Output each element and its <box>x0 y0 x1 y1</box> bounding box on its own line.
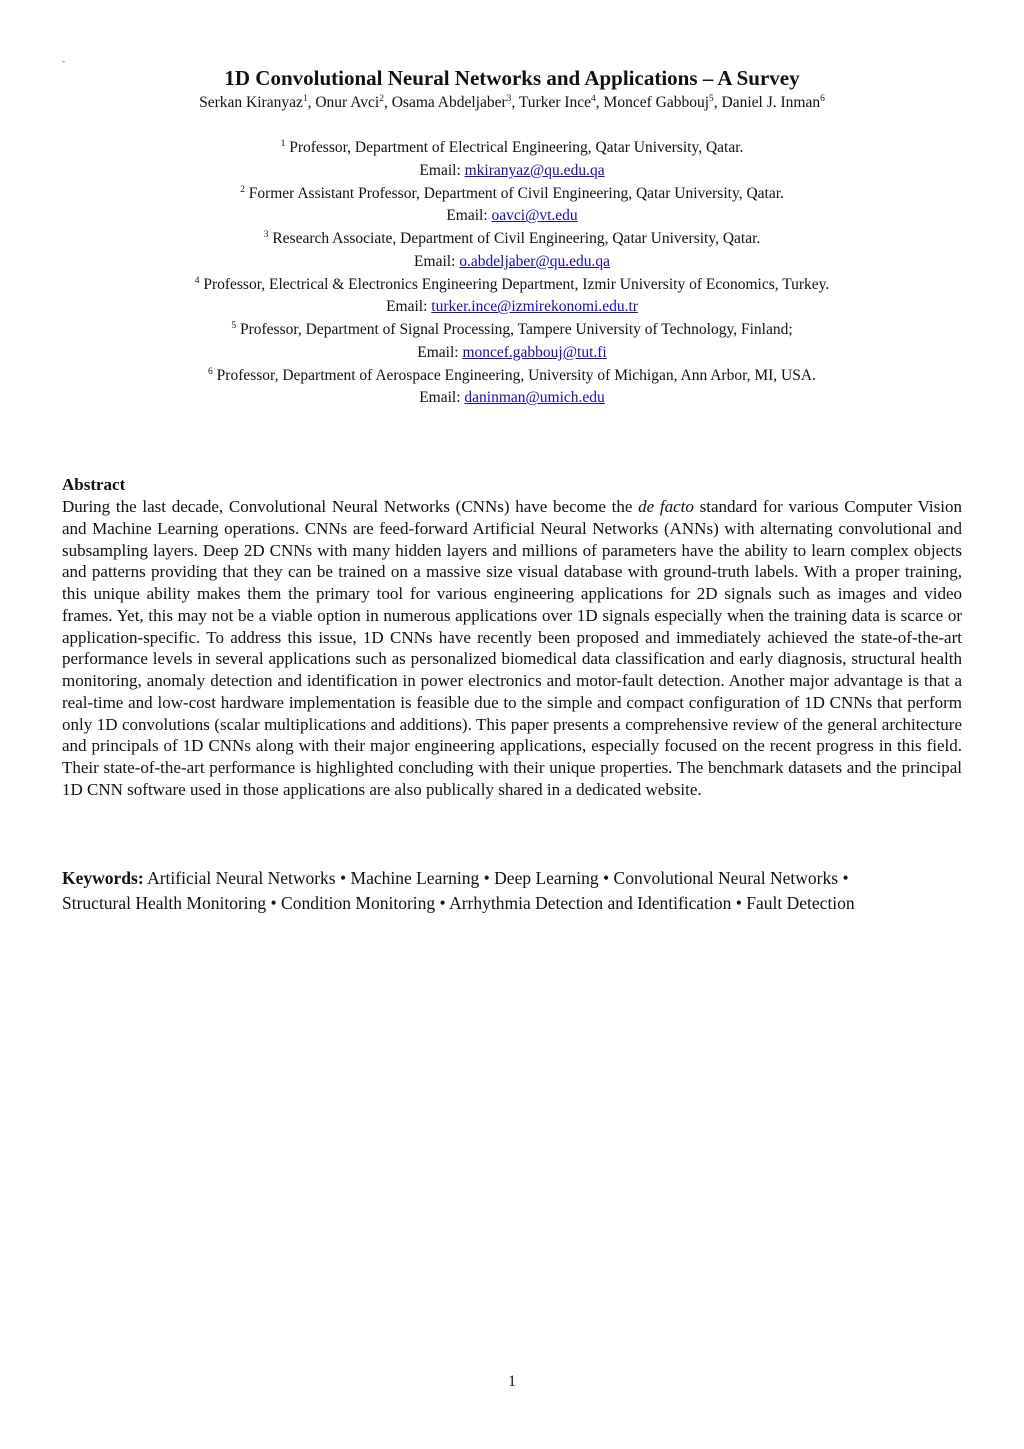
keyword-item: Fault Detection <box>746 893 855 913</box>
author-sup: 3 <box>506 93 512 104</box>
keyword-separator: • <box>266 893 282 913</box>
affiliation-text: Professor, Department of Signal Processing, Tampere University of Technology, Finland; <box>239 321 793 338</box>
email-label: Email: <box>417 343 463 361</box>
author-separator: , <box>307 94 316 111</box>
author-separator: , <box>511 94 519 111</box>
affiliation-block <box>0 319 1024 365</box>
author-separator: , <box>595 94 604 111</box>
author-name: Serkan Kiranyaz <box>199 94 303 111</box>
affiliation-block <box>0 228 1024 274</box>
author-name: Turker Ince <box>518 94 592 111</box>
affiliation-block <box>0 365 1024 411</box>
author-name: Daniel J. Inman <box>721 94 821 111</box>
affiliation-line <box>0 274 1024 297</box>
abstract-text-start: During the last decade, Convolutional Neural Networks (CNNs) have become the <box>62 497 639 516</box>
author-separator: , <box>383 94 392 111</box>
author-sup: 6 <box>820 93 825 104</box>
page-number: 1 <box>508 1373 516 1390</box>
affiliation-block <box>0 183 1024 229</box>
corner-mark: - <box>62 56 65 66</box>
email-label: Email: <box>419 389 465 407</box>
keyword-item: Machine Learning <box>350 868 480 888</box>
affiliation-line <box>0 319 1024 342</box>
author-sup: 2 <box>379 93 384 104</box>
email-link[interactable]: o.abdeljaber@qu.edu.qa <box>459 252 610 270</box>
affiliation-sup: 3 <box>263 229 269 240</box>
email-line <box>0 387 1024 410</box>
email-label: Email: <box>386 298 432 316</box>
keyword-item: Condition Monitoring <box>281 893 436 913</box>
author-sup: 1 <box>302 93 308 104</box>
affiliation-list <box>0 137 1024 410</box>
keyword-item: Convolutional Neural Networks <box>613 868 839 888</box>
keyword-separator: • <box>479 868 495 888</box>
affiliation-text: Former Assistant Professor, Department of Civil Engineering, Qatar University, Qatar. <box>248 184 784 202</box>
abstract-heading: Abstract <box>62 475 126 494</box>
email-link[interactable]: moncef.gabbouj@tut.fi <box>462 343 607 361</box>
affiliation-block <box>0 137 1024 183</box>
affiliation-line <box>0 137 1024 160</box>
email-label: Email: <box>446 207 492 225</box>
keyword-separator: • <box>335 868 351 888</box>
email-link[interactable]: oavci@vt.edu <box>491 207 578 225</box>
keywords-section <box>62 866 962 916</box>
abstract-text-rest: standard for various Computer Vision and Machine Learning operations. CNNs are feed-forward Artificial Neural Networks (ANNs) with alternating convolutional and subsampling layers. Deep 2D CNNs with many hidden layers and millions of parameters have the ability to learn complex objects and patterns providing that they can be trained on a massive size visual database with ground-truth labels. With a proper training, this unique ability makes them the primary tool for various engineering applications for 2D signals such as images and video frames. Yet, this may not be a viable option in numerous applications over 1D signals especially when the training data is scarce or application-specific. To address this issue, 1D CNNs have recently been proposed and immediately achieved the state-of-the-art performance levels in several applications such as personalized biomedical data classification and early diagnosis, structural health monitoring, anomaly detection and identification in power electronics and motor-fault detection. Another major advantage is that a real-time and low-cost hardware implementation is feasible due to the simple and compact configuration of 1D CNNs that perform only 1D convolutions (scalar multiplications and additions). This paper presents a comprehensive review of the general architecture and principals of 1D CNNs along with their major engineering applications, especially focused on the recent progress in this field. Their state-of-the-art performance is highlighted concluding with their unique properties. The benchmark datasets and the principal 1D CNN software used in those applications are also publically shared in a dedicated website. <box>62 497 962 799</box>
author-name: Moncef Gabbouj <box>603 94 710 111</box>
author-name: Onur Avci <box>315 94 380 111</box>
keyword-item: Artificial Neural Networks <box>147 868 336 888</box>
author-sup: 4 <box>591 93 596 104</box>
affiliation-sup: 5 <box>231 320 237 331</box>
email-label: Email: <box>419 161 465 179</box>
affiliation-line <box>0 183 1024 206</box>
paper-title: 1D Convolutional Neural Networks and Applications – A Survey <box>224 66 800 90</box>
email-line <box>0 251 1024 274</box>
email-line <box>0 160 1024 183</box>
author-separator: , <box>713 94 722 111</box>
affiliation-sup: 2 <box>240 184 245 195</box>
keyword-item: Deep Learning <box>494 868 599 888</box>
keyword-item: Structural Health Monitoring <box>62 893 267 913</box>
author-name: Osama Abdeljaber <box>391 94 507 111</box>
affiliation-line <box>0 365 1024 388</box>
affiliation-text: Professor, Electrical & Electronics Engineering Department, Izmir University of Economics, Turkey. <box>203 275 830 293</box>
keyword-item: Arrhythmia Detection and Identification <box>449 893 732 913</box>
keywords-label: Keywords: <box>62 868 144 888</box>
affiliation-sup: 6 <box>208 366 213 377</box>
affiliation-line <box>0 228 1024 251</box>
keyword-separator: • <box>731 893 747 913</box>
email-line <box>0 205 1024 228</box>
author-list <box>0 93 1024 113</box>
author-sup: 5 <box>709 93 714 104</box>
affiliation-text: Professor, Department of Aerospace Engineering, University of Michigan, Ann Arbor, MI, USA. <box>216 366 816 384</box>
affiliation-block <box>0 274 1024 320</box>
email-line <box>0 296 1024 319</box>
email-line <box>0 342 1024 365</box>
keyword-separator: • <box>435 893 450 913</box>
abstract-body <box>62 496 962 801</box>
affiliation-sup: 1 <box>280 138 286 149</box>
affiliation-text: Professor, Department of Electrical Engineering, Qatar University, Qatar. <box>289 139 744 156</box>
email-link[interactable]: turker.ince@izmirekonomi.edu.tr <box>431 298 638 316</box>
email-link[interactable]: mkiranyaz@qu.edu.qa <box>464 161 605 179</box>
abstract-italic-term: de facto <box>638 497 694 516</box>
affiliation-sup: 4 <box>194 275 200 286</box>
keyword-separator: • <box>838 868 849 888</box>
email-link[interactable]: daninman@umich.edu <box>464 389 605 407</box>
email-label: Email: <box>414 252 460 270</box>
affiliation-text: Research Associate, Department of Civil Engineering, Qatar University, Qatar. <box>272 230 761 247</box>
keyword-separator: • <box>598 868 614 888</box>
